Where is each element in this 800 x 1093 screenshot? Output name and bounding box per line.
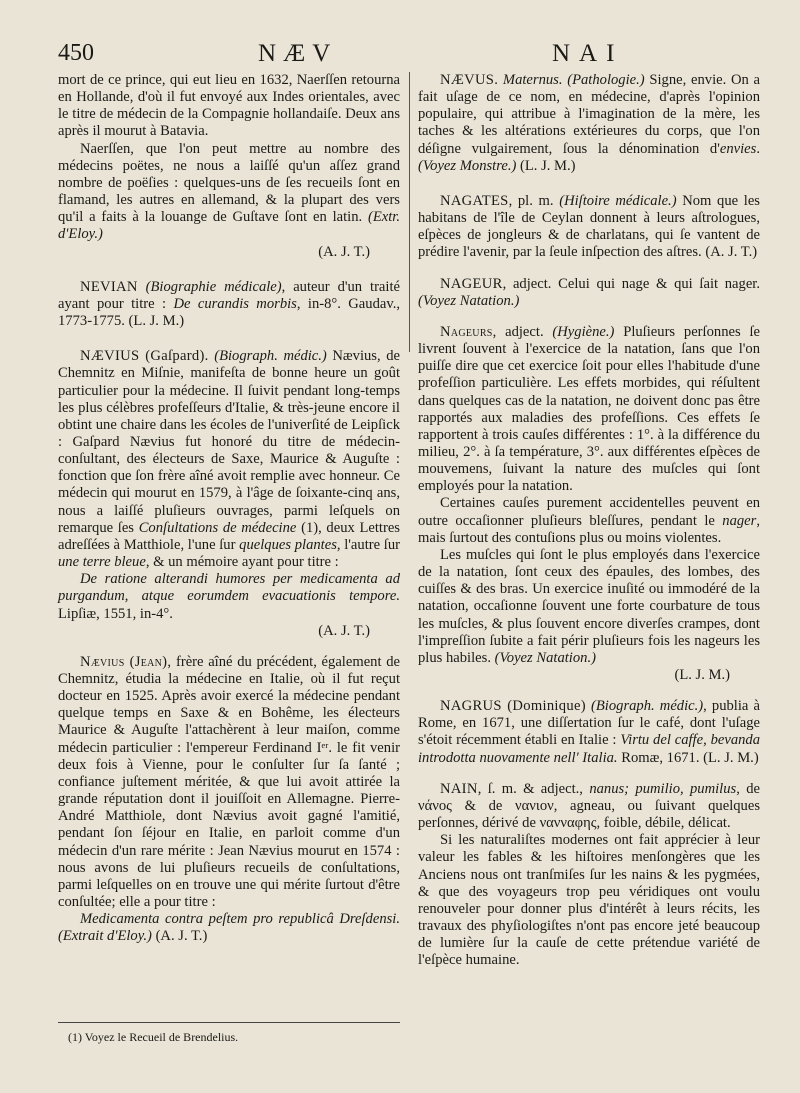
entry-gaspard-naevius	[58, 348, 400, 640]
entry-nagates	[418, 193, 760, 262]
rubric: (Biograph. médic.)	[214, 348, 327, 365]
author-signature: (A. J. T.)	[705, 244, 758, 261]
entry-text: NAGATES, pl. m. (Hiſtoire médicale.) Nom que les habitans de l'île de Ceylan donnent à leurs aſtrologues, eſpèces de jongleurs & de charlatans, qui ſe vantent de prédire l'avenir, par la ſeule inſpection des aſtres. (A. J. T.)	[418, 192, 760, 261]
work-title: De curandis morbis	[173, 295, 297, 312]
author-signature: (A. J. T.)	[318, 622, 370, 639]
entry-nevian	[58, 279, 400, 330]
entry-nageur	[418, 276, 760, 310]
latin-title: De ratione alterandi humores per medicamenta ad purgandum, atque eorumdem evacuationis tempore. Lipſiæ, 1551, in-4°.	[58, 571, 400, 622]
work-title: Conſultations de médecine	[138, 519, 297, 536]
entry-text: Certaines cauſes purement accidentelles peuvent en outre occaſionner pluſieurs bleſſures, pendant le nager, mais ſurtout des contuſions plus ou moins violentes.	[418, 495, 760, 546]
cross-reference: (Voyez Natation.)	[494, 649, 596, 666]
headword: NAGRUS (Dominique)	[440, 698, 586, 715]
entry-naerssen	[58, 72, 400, 261]
latin-title: Medicamenta contra peſtem pro republicâ Dreſdensi. (Extrait d'Eloy.) (A. J. T.)	[58, 911, 400, 945]
author-signature: (L. J. M.)	[520, 157, 576, 174]
entry-nagrus	[418, 698, 760, 767]
headword: NÆVUS.	[440, 72, 499, 88]
entry-text: Les muſcles qui ſont le plus employés dans l'exercice de la natation, ſont ceux des épaules, des lombes, des cuiſſes & des bras. Un exercice inuſité ou immodéré de la natation, occaſionne ſouvent une forte courbature de tous les muſcles, & plus ſouvent encore diverſes crampes, dont l'impreſſion ſubite a fait périr pluſieurs fois les nageurs les plus habiles. (Voyez Natation.)	[418, 546, 760, 666]
author-signature: (L. J. M.)	[128, 313, 185, 330]
cross-reference: (Voyez Monstre.)	[418, 157, 517, 174]
author-signature: (A. J. T.)	[318, 243, 370, 260]
entry-text: NÆVIUS (Gaſpard). (Biograph. médic.) Nævius, de Chemnitz en Miſnie, manifeſta de bonne heure un goût particulier pour la médecine. Il ſuivit pendant long-temps les plus célèbres profeſſeurs d'Italie, & très-jeune encore il obtint une chaire dans les écoles de l'univerſité de Leipſick : Gaſpard Nævius fut honoré du titre de médecin-conſultant, des électeurs de Saxe, Maurice & Auguſte : fonction que ſon frère aîné avoit remplie avec honneur. Ce médecin qui mourut en 1579, à l'âge de ſoixante-cinq ans, nous a laiſſé pluſieurs ouvrages, parmi leſquels on remarque ſes Conſultations de médecine (1), deux Lettres adreſſées à Matthiole, l'une ſur quelques plantes, l'autre ſur une terre bleue, & un mémoire ayant pour titre :	[58, 348, 400, 571]
author-signature: (L. J. M.)	[674, 667, 730, 683]
work-title: quelques plantes	[239, 536, 337, 553]
headword: Nageurs	[440, 323, 493, 340]
entry-text: Naerſſen, que l'on peut mettre au nombre des médecins poëtes, ne nous a laiſſé qu'un aſſez grand nombre de poëſies : quelques-uns de ſes recueils ſont en flamand, les autres en allemand, & la plupart des vers qu'il a faits à la louange de Guſtave ſont en latin. (Extr. d'Eloy.)	[58, 140, 400, 243]
work-title: Virtu del caffe, bevanda introdotta nuovamente nell' Italia.	[418, 732, 761, 766]
headword: NAIN	[440, 780, 478, 797]
rubric: (Hiſtoire médicale.)	[559, 192, 677, 209]
headword: NEVIAN	[80, 278, 138, 295]
running-head-right: NAI	[552, 40, 624, 67]
footnote-rule	[58, 1022, 400, 1023]
page-header	[58, 40, 798, 74]
entry-text: Si les naturaliſtes modernes ont fait apprécier à leur valeur les fables & les hiſtoires menſongères que les Anciens nous ont tranſmiſes ſur les nains & les pygmées, & que des voyageurs trop peu véridiques ont voulu renouveler pour donner plus d'intérêt à leurs récits, les travaux des phyſiologiſtes n'ont pas encore jeté beaucoup de lumière ſur la cauſe de cette prétendue variété de l'eſpèce humaine.	[418, 832, 760, 969]
entry-text: NÆVUS. Maternus. (Pathologie.) Signe, envie. On a fait uſage de ce nom, en médecine, d'après l'opinion populaire, qui attribue à l'imagination de la mère, les taches & les altérations extérieures du corps, que l'on déſigne vulgairement, ſous la dénomination d'envies. (Voyez Monstre.) (L. J. M.)	[418, 72, 761, 174]
entry-text: NAGRUS (Dominique) (Biograph. médic.), publia à Rome, en 1671, une diſſertation ſur le café, dont l'uſage s'étoit récemment établi en Italie : Virtu del caffe, bevanda introdotta nuovamente nell' Italia. Romæ, 1671. (L. J. M.)	[418, 698, 761, 766]
cross-reference: (Voyez Natation.)	[418, 292, 520, 309]
headword: NAGEUR	[440, 275, 503, 292]
left-column	[58, 72, 400, 946]
rubric: (Biograph. médic.)	[591, 698, 704, 715]
author-signature: (L. J. M.)	[703, 749, 759, 766]
source-note: (Extr. d'Eloy.)	[58, 209, 400, 243]
entry-nain	[418, 781, 760, 970]
rubric: (Hygiène.)	[552, 323, 615, 340]
headword: NÆVIUS (Gaſpard).	[80, 348, 209, 365]
headword: NAGATES	[440, 192, 509, 209]
page-number: 450	[58, 40, 94, 66]
entry-text: Nageurs, adject. (Hygiène.) Pluſieurs perſonnes ſe livrent ſouvent à l'exercice de la natation, ſans que l'on puiſſe dire que cet exercice ſoit pour elles l'habitude d'une profeſſion particulière. Les effets morbides, qui réſultent dans quelques cas de la natation, ne doivent donc pas être rapportés aux maladies des profeſſions. Ces effets ſe rapportent à trois cauſes différentes : 1°. à la différence du milieu, 2°. à ſa température, 3°. aux différentes eſpèces de mouvemens, ſuivant la nature des muſcles qui ſont employés pour la natation.	[418, 323, 760, 495]
work-title: une terre bleue	[58, 554, 146, 571]
entry-naevus	[418, 72, 760, 175]
entry-text: Nævius (Jean), frère aîné du précédent, également de Chemnitz, étudia la médecine en Italie, où il fut reçut docteur en 1525. Après avoir exercé la médecine pendant quelque temps en Saxe & en Bohême, les électeurs Maurice & Auguſte l'attachèrent à leur maiſon, comme médecin particulier : l'empereur Ferdinand Iᵉʳ. le fit venir deux fois à Vienne, pour le conſulter ſur ſa ſanté ; confiance juſtement méritée, & que lui avoit attirée la grande réputation dont il jouiſſoit en Allemagne. Pierre-André Matthiole, dont Nævius avoit gagné l'amitié, pendant ſon ſéjour en Italie, en parloit comme d'un médecin d'un rare mérite : Jean Nævius mourut en 1574 : nous avons de lui pluſieurs recueils de conſultations, parmi leſquelles on en trouve une qui mérite ſurtout d'être conſultée; elle a pour titre :	[58, 653, 400, 911]
column-divider	[409, 72, 410, 352]
entry-text: NEVIAN (Biographie médicale), auteur d'un traité ayant pour titre : De curandis morbis, in-8°. Gaudav., 1773-1775. (L. J. M.)	[58, 278, 400, 330]
author-signature: (A. J. T.)	[155, 928, 208, 945]
footnote: (1) Voyez le Recueil de Brendelius.	[68, 1030, 239, 1044]
entry-text: NAIN, ſ. m. & adject., nanus; pumilio, pumilus, de νάνος & de νανιον, agneau, ou ſuivant quelques perſonnes, dérivé de νανναφης, foible, débile, délicat.	[418, 780, 760, 832]
right-column	[418, 72, 760, 970]
entry-text: NAGEUR, adject. Celui qui nage & qui ſait nager. (Voyez Natation.)	[418, 275, 760, 309]
source-note: (Extrait d'Eloy.)	[58, 928, 152, 945]
entry-nageurs	[418, 324, 760, 684]
rubric: (Pathologie.)	[567, 72, 645, 88]
entry-jean-naevius	[58, 654, 400, 946]
entry-text: mort de ce prince, qui eut lieu en 1632, Naerſſen retourna en Hollande, d'où il fut envoyé aux Indes orientales, avec le titre de médecin de la Compagnie hollandaiſe. Deux ans après il mourut à Batavia.	[58, 72, 400, 140]
headword: Nævius (Jean),	[80, 653, 172, 670]
running-head-left: NÆV	[258, 40, 338, 67]
rubric: (Biographie médicale)	[145, 278, 282, 295]
